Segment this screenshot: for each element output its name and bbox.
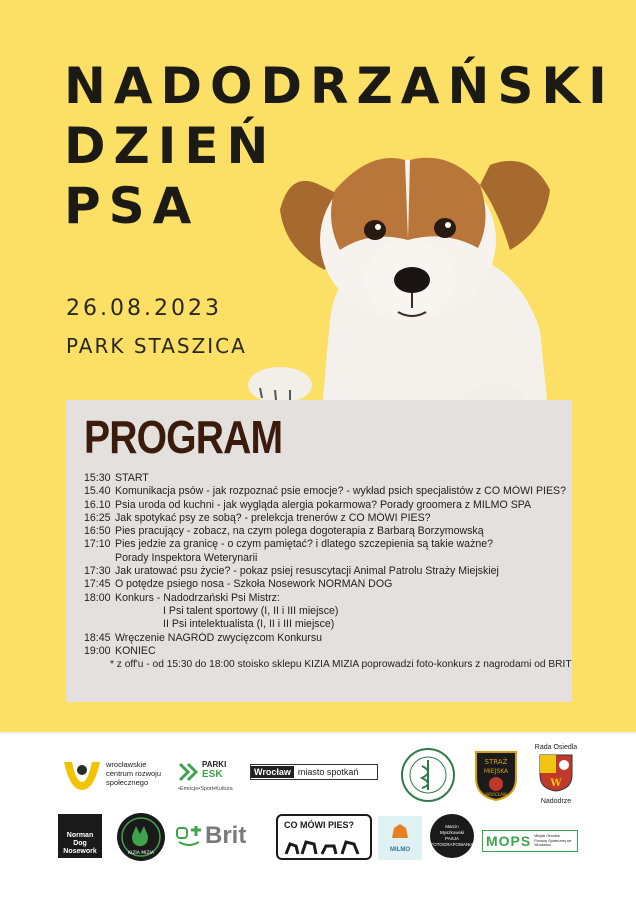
title-line-3: PSA	[64, 177, 200, 235]
item-text: Konkurs - Nadodrzański Psi Mistrz:	[115, 591, 280, 604]
item-time: 16:50	[84, 525, 111, 538]
title-line-2: DZIEŃ	[64, 117, 277, 175]
item-text: Psia uroda od kuchni - jak wygląda alergia pokarmowa? Porady groomera z MILMO SPA	[115, 498, 532, 511]
dog-grooming-icon	[388, 822, 412, 842]
mysz-d: FOTOGRAFOWANIA	[430, 842, 474, 847]
item-time: 16.10	[84, 498, 111, 511]
coat-of-arms-icon	[538, 753, 574, 793]
item-text: Komunikacja psów - jak rozpoznać psie emocje? - wykład psich specjalistów z CO MÓWI PIES?	[115, 485, 566, 498]
program-subitem: I Psi talent sportowy (I, II i III miejsce)	[163, 604, 339, 617]
logo-milmo	[378, 816, 422, 860]
program-item	[84, 525, 568, 538]
program-item	[84, 512, 568, 525]
program-list	[84, 472, 572, 671]
brit-text: Brit	[205, 822, 247, 849]
title-line-1: NADODRZAŃSKI	[64, 57, 615, 115]
straz-c: WROCŁAW	[485, 792, 507, 797]
item-text: O potędze psiego nosa - Szkoła Nosework NORMAN DOG	[115, 578, 393, 591]
program-item	[84, 538, 568, 551]
item-time: 18:45	[84, 631, 111, 644]
svg-text:W: W	[550, 778, 562, 789]
event-place: PARK STASZICA	[66, 334, 247, 358]
dog-illustration	[240, 130, 570, 440]
norman-a: Norman	[66, 832, 94, 839]
item-text: Wręczenie NAGRÓD zwycięzcom Konkursu	[115, 631, 323, 644]
item-text: Jak uratować psu życie? - pokaz psiej resuscytacji Animal Patrolu Straży Miejskiej	[115, 565, 499, 578]
item-text: START	[115, 472, 149, 484]
program-item	[84, 645, 568, 658]
parki-line2: ESK	[202, 769, 223, 780]
logo-kizia-mizia	[116, 812, 166, 862]
program-heading: PROGRAM	[84, 411, 283, 463]
item-time: 18:00	[84, 591, 111, 604]
straz-a: STRAŻ	[484, 758, 508, 766]
sponsor-logos	[0, 732, 636, 900]
program-item	[84, 565, 568, 578]
program-box	[66, 400, 572, 702]
norman-b: Dog	[73, 840, 87, 847]
mysz-a: Marcin	[445, 824, 459, 829]
event-date: 26.08.2023	[66, 296, 222, 321]
logo-mops	[482, 830, 578, 852]
program-item	[84, 485, 568, 498]
logo-marcin-myszkowski	[430, 814, 474, 858]
logo-parki-esk	[178, 756, 242, 800]
logo-wroclaw	[250, 764, 378, 780]
item-time: 17:45	[84, 578, 111, 591]
program-item	[84, 578, 568, 591]
item-time: 16:25	[84, 511, 111, 524]
item-text: Pies jedzie za granicę - o czym pamiętać? i dlatego szczepienia są takie ważne?	[115, 538, 494, 551]
wroclaw-a: Wrocław	[251, 766, 294, 778]
norman-c: Nosework	[63, 848, 97, 855]
milmo-text: MILMO	[390, 847, 410, 853]
program-subitem: Porady Inspektora Weterynarii	[115, 551, 258, 564]
mysz-b: Myszkowski	[439, 830, 464, 835]
item-time: 17:30	[84, 565, 111, 578]
program-item	[84, 632, 568, 645]
item-time: 17:10	[84, 538, 111, 551]
program-note: * z off'u - od 15:30 do 18:00 stoisko sklepu KIZIA MIZIA poprowadzi foto-konkurs z nagrodami od BRIT	[110, 659, 572, 671]
mysz-c: PASJA	[445, 836, 459, 841]
straz-b: MIEJSKA	[483, 768, 509, 775]
parki-line1: PARKI	[202, 760, 227, 769]
wcrs-mark-icon	[62, 760, 102, 794]
wcrs-line3: społecznego	[106, 778, 149, 787]
wcrs-line1: wrocławskie	[106, 760, 147, 769]
item-text: KONIEC	[115, 644, 156, 657]
program-item	[84, 592, 568, 605]
program-item	[84, 472, 568, 485]
parki-line3: •Emocje•Sport•Kultura	[178, 786, 233, 792]
chevrons-icon	[178, 762, 200, 782]
item-text: Pies pracujący - zobacz, na czym polega dogoterapia z Barbarą Borzymowską	[115, 525, 484, 538]
brit-mark-icon	[175, 824, 203, 848]
logo-norman-dog	[58, 814, 102, 858]
logo-wcrs	[62, 756, 180, 800]
item-time: 19:00	[84, 644, 111, 657]
item-text: Jak spotykać psy ze sobą? - prelekcja trenerów z CO MÓWI PIES?	[115, 511, 431, 524]
mops-b: Miejski Ośrodek Pomocy Społecznej we Wrocławiu	[534, 834, 572, 848]
comowi-text: CO MÓWI PIES?	[284, 820, 355, 830]
logo-vet-inspection	[400, 746, 456, 804]
item-time: 15.40	[84, 485, 111, 498]
logo-co-mowi-pies	[276, 814, 372, 860]
dogs-silhouette-icon	[284, 838, 364, 856]
mops-a: MOPS	[486, 833, 532, 849]
item-time: 15:30	[84, 472, 111, 484]
program-subitem: II Psi intelektualista (I, II i III miejsce)	[163, 618, 335, 631]
wroclaw-b: miasto spotkań	[297, 767, 359, 777]
kizia-text: KIZIA MIZIA	[128, 851, 154, 856]
logo-straz-miejska	[472, 748, 520, 802]
rada-bottom: Nadodrze	[540, 798, 572, 805]
rada-top: Rada Osiedla	[534, 744, 578, 751]
logo-brit	[175, 820, 267, 852]
logo-rada-osiedla	[530, 744, 582, 814]
program-item	[84, 499, 568, 512]
wcrs-line2: centrum rozwoju	[106, 769, 162, 778]
